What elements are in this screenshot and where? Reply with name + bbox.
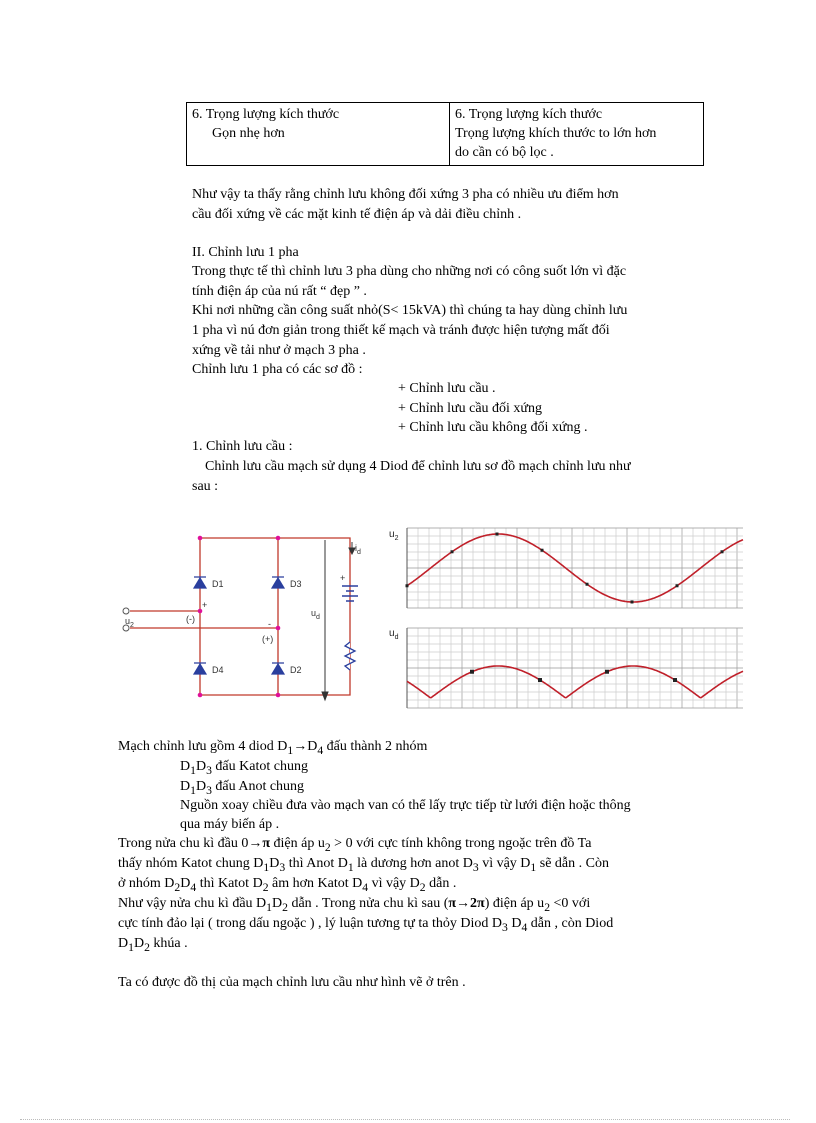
u2-sample-mark: [406, 584, 409, 587]
ud-sample-mark: [605, 670, 609, 674]
text-line: cực tính đảo lại ( trong dấu ngoặc ) , lý luận tương tự ta thỏy Diod $D_3$ $D_4$ dẫn , còn Diod: [118, 916, 614, 934]
ud-waveform: [407, 666, 743, 698]
text-line: Trong nửa chu kì đầu 0→π điện áp $u_2 > 0$ với cực tính không trong ngoặc trên đồ Ta: [118, 836, 592, 854]
text-line: thấy nhóm Katot chung $D_1D_3$ thì Anot $D_1$ là dương hơn anot $D_3$ vì vậy $D_1$ sẽ dẫn . Còn: [118, 856, 609, 874]
text-line: Nguồn xoay chiều đưa vào mạch van có thể lấy trực tiếp từ lưới điện hoặc thông: [180, 798, 631, 813]
text-line: Như vậy nửa chu kì đầu $D_1D_2$ dẫn . Trong nửa chu kì sau (π→2π) điện áp $u_2 <0$ với: [118, 896, 591, 914]
paragraph-line: Khi nơi những cần công suất nhỏ(S< 15kVA) thì chúng ta hay dùng chỉnh lưu: [192, 303, 628, 318]
ud-sample-mark: [538, 678, 542, 682]
plus-sign: +: [202, 600, 208, 610]
paragraph-line: Như vậy ta thấy rằng chỉnh lưu không đối xứng 3 pha có nhiều ưu điểm hơn: [192, 187, 619, 202]
d3-label: D3: [290, 579, 302, 589]
text-line: Ta có được đồ thị của mạch chỉnh lưu cầu như hình vẽ ở trên .: [118, 975, 466, 990]
u2-sample-mark: [496, 533, 499, 536]
paragraph-line: tính điện áp của nú rất “ đẹp ” .: [192, 284, 367, 299]
d4-label: D4: [212, 665, 224, 675]
scheme-item: + Chỉnh lưu cầu đối xứng: [398, 401, 543, 416]
cell-title: 6. Trọng lượng kích thước: [192, 107, 340, 122]
id-label: $i_d$: [355, 543, 361, 556]
paragraph-line: cầu đối xứng về các mặt kinh tế điện áp và dải điều chỉnh .: [192, 207, 522, 222]
resistor-icon: [345, 642, 355, 670]
text-line: $D_1D_3$ đấu Katot chung: [180, 759, 308, 777]
battery-plus: +: [340, 573, 346, 583]
cell-title: 6. Trọng lượng kích thước: [455, 107, 603, 122]
scheme-item: + Chỉnh lưu cầu .: [398, 381, 496, 396]
paragraph-line: Chỉnh lưu 1 pha có các sơ đồ :: [192, 362, 363, 377]
scheme-item: + Chỉnh lưu cầu không đối xứng .: [398, 420, 588, 435]
d2-label: D2: [290, 665, 302, 675]
d1-label: D1: [212, 579, 224, 589]
text-line: qua máy biến áp .: [180, 817, 280, 832]
diode-d3-icon: [272, 577, 284, 588]
table-cell-right: [450, 103, 704, 166]
u2-graph-grid: [407, 528, 743, 608]
section-title: II. Chỉnh lưu 1 pha: [192, 245, 299, 260]
u2-sample-mark: [541, 549, 544, 552]
u2-sample-mark: [631, 600, 634, 603]
diode-d2-icon: [272, 663, 284, 674]
ud-sample-mark: [673, 678, 677, 682]
text-line: $D_1D_3$ đấu Anot chung: [180, 779, 305, 797]
paragraph-line: 1 pha vì nú đơn giản trong thiết kế mạch và tránh được hiện tượng mất đối: [192, 323, 610, 338]
text-line: $D_1D_2$ khúa .: [118, 936, 188, 954]
u2-axis-label: $u_2$: [389, 529, 399, 542]
page-footer-divider: [20, 1119, 790, 1120]
paragraph-line: Trong thực tế thì chỉnh lưu 3 pha dùng cho những nơi có công suốt lớn vì đặc: [192, 264, 627, 279]
text-line: ở nhóm $D_2D_4$ thì Katot $D_2$ âm hơn Katot $D_4$ vì vậy $D_2$ dẫn .: [118, 876, 457, 894]
u2-sample-mark: [451, 550, 454, 553]
paragraph-line: Chỉnh lưu cầu mạch sử dụng 4 Diod để chỉnh lưu sơ đồ mạch chỉnh lưu như: [205, 459, 631, 474]
paragraph-line: sau :: [192, 479, 219, 494]
u2-label: $u_2$: [125, 616, 134, 629]
table-cell-left: [187, 103, 450, 166]
u2-sample-mark: [586, 583, 589, 586]
cell-text: Gọn nhẹ hơn: [212, 126, 285, 141]
diode-d4-icon: [194, 663, 206, 674]
paragraph-line: xứng về tải như ở mạch 3 pha .: [192, 343, 366, 358]
cell-text: Trọng lượng khích thước to lớn hơn: [455, 126, 657, 141]
ud-axis-label: $u_d$: [389, 628, 399, 641]
waveform-graphs: [385, 520, 747, 712]
cell-text: do cần có bộ lọc .: [455, 145, 554, 160]
diode-d1-icon: [194, 577, 206, 588]
comparison-table: [186, 102, 704, 166]
u2-sample-mark: [676, 584, 679, 587]
u2-sample-mark: [721, 550, 724, 553]
ud-label: $u_d$: [311, 608, 320, 621]
table-row: [187, 103, 704, 166]
ud-sample-mark: [470, 670, 474, 674]
plus-label: (+): [262, 634, 274, 644]
text-line: Mạch chỉnh lưu gồm 4 diod $D_1\to D_4$ đấu thành 2 nhóm: [118, 739, 428, 757]
minus-label: (-): [186, 614, 195, 624]
subsection-title: 1. Chỉnh lưu cầu :: [192, 439, 293, 454]
ud-graph-grid: [407, 628, 743, 708]
minus-sign: -: [268, 619, 271, 629]
bridge-rectifier-circuit: [110, 530, 370, 715]
